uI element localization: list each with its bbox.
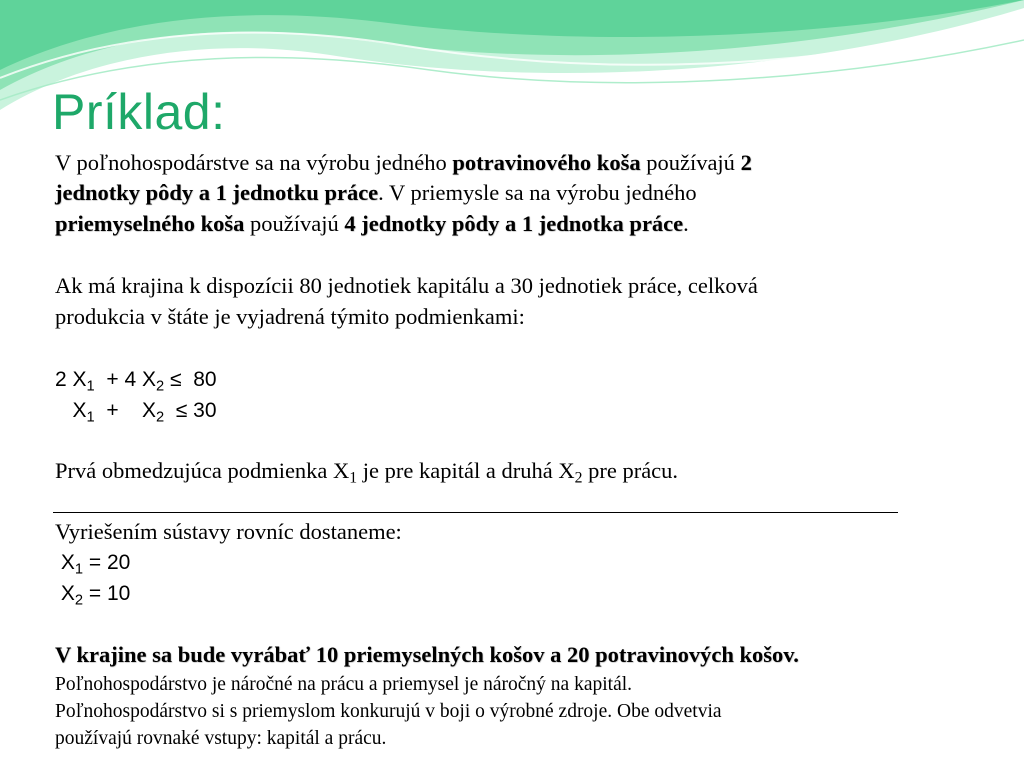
highlight-text: 2 — [740, 150, 752, 175]
text: . V priemysle sa na výrobu jedného — [378, 180, 697, 205]
subscript: 1 — [86, 409, 95, 426]
text: používajú — [244, 211, 345, 236]
solution-x2 — [55, 579, 130, 609]
slide-title: Príklad: — [52, 84, 226, 140]
divider-line — [53, 512, 898, 513]
text: používajú — [640, 150, 741, 175]
subscript: 2 — [156, 378, 165, 395]
solution-intro: Vyriešením sústavy rovníc dostaneme: — [55, 519, 402, 544]
highlight-text: 4 jednotky pôdy a 1 jednotka práce — [344, 211, 684, 236]
text: Prvá obmedzujúca podmienka X — [55, 458, 350, 483]
text: V poľnohospodárstve sa na výrobu jedného — [55, 150, 453, 175]
eq-text: + 4 X — [94, 368, 156, 391]
eq-text: X — [55, 551, 75, 574]
text: je pre kapitál a druhá X — [357, 458, 575, 483]
note-line-2: Poľnohospodárstvo si s priemyslom konkurujú v boji o výrobné zdroje. Obe odvetvia — [55, 701, 722, 722]
subscript: 2 — [155, 409, 165, 426]
eq-text: = 10 — [83, 582, 131, 605]
eq-text: ≤ 80 — [164, 368, 217, 391]
highlight-text: potravinového koša — [452, 150, 641, 175]
equation-2 — [55, 396, 217, 426]
conclusion: V krajine sa bude vyrábať 10 priemyselných košov a 20 potravinových košov. — [55, 642, 799, 667]
text: pre prácu. — [582, 458, 679, 483]
text: . — [683, 211, 689, 236]
eq-text: 2 X — [55, 368, 87, 391]
subscript: 1 — [74, 561, 84, 578]
subscript: 2 — [74, 592, 84, 609]
paragraph-1-line-2 — [55, 178, 697, 208]
equation-1 — [55, 365, 217, 395]
highlight-text: priemyselného koša — [55, 211, 245, 236]
note-line-1: Poľnohospodárstvo je náročné na prácu a priemysel je náročný na kapitál. — [55, 674, 633, 695]
note-line-3: používajú rovnaké vstupy: kapitál a prácu. — [55, 728, 387, 749]
paragraph-2-line-1: Ak má krajina k dispozícii 80 jednotiek kapitálu a 30 jednotiek práce, celková — [55, 273, 758, 298]
paragraph-3 — [55, 456, 678, 486]
eq-text: + X — [94, 399, 156, 422]
eq-text: = 20 — [83, 551, 131, 574]
eq-text: ≤ 30 — [164, 399, 217, 422]
paragraph-1-line-1 — [55, 148, 752, 178]
subscript: 1 — [86, 378, 95, 395]
eq-text: X — [55, 582, 75, 605]
subscript: 2 — [574, 469, 583, 487]
eq-text: X — [55, 399, 87, 422]
subscript: 1 — [349, 469, 358, 487]
highlight-text: jednotky pôdy a 1 jednotku práce — [55, 180, 379, 205]
paragraph-1-line-3 — [55, 209, 689, 239]
solution-x1 — [55, 548, 130, 578]
paragraph-2-line-2: produkcia v štáte je vyjadrená týmito podmienkami: — [55, 304, 525, 329]
